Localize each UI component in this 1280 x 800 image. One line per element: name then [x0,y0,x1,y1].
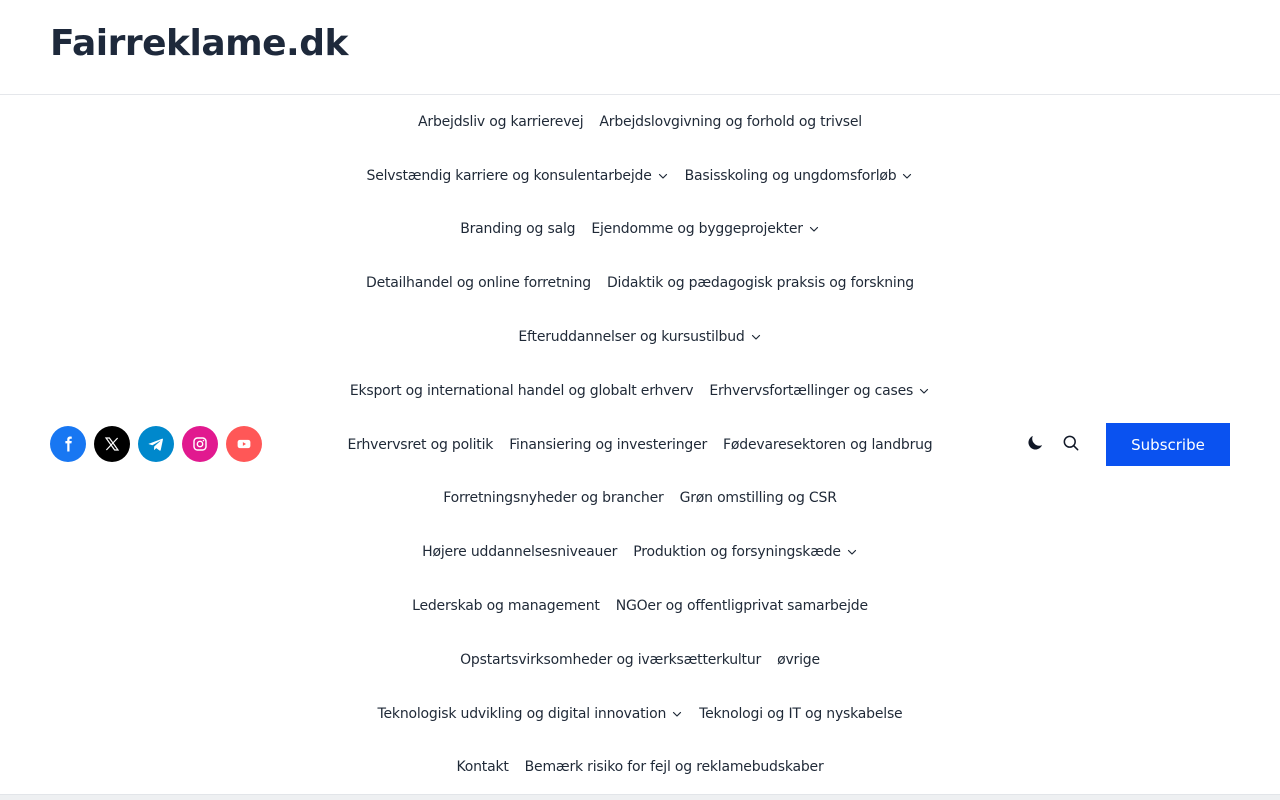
subscribe-button[interactable]: Subscribe [1106,423,1230,466]
nav-item-label: Erhvervsfortællinger og cases [709,382,914,399]
nav-item-label: Lederskab og management [412,598,600,615]
nav-item[interactable] [456,759,508,775]
nav-row [300,364,980,418]
nav-item[interactable] [699,706,902,722]
nav-item[interactable] [350,383,694,399]
nav-row [300,310,980,364]
nav-item[interactable] [367,168,669,184]
nav-item-label: Erhvervsret og politik [347,436,494,453]
chevron-down-icon [750,331,762,343]
nav-item-label: Grøn omstilling og CSR [679,490,837,507]
nav-item-label: Arbejdslovgivning og forhold og trivsel [599,113,862,130]
nav-row [300,203,980,257]
chevron-down-icon [657,170,669,182]
instagram-link[interactable] [182,426,218,462]
nav-item[interactable] [509,437,707,453]
nav-item[interactable] [460,652,761,668]
nav-item[interactable] [680,490,837,506]
nav-row [300,525,980,579]
nav-item-label: Ejendomme og byggeprojekter [591,221,803,238]
nav-item[interactable] [443,490,663,506]
nav-item-label: øvrige [777,651,820,668]
instagram-icon [191,435,209,453]
social-links [50,426,262,462]
nav-item[interactable] [412,598,600,614]
chevron-down-icon [918,385,930,397]
nav-item[interactable] [591,221,819,237]
chevron-down-icon [808,223,820,235]
site-title[interactable]: Fairreklame.dk [50,23,348,64]
nav-item[interactable] [460,221,575,237]
nav-item-label: Bemærk risiko for fejl og reklamebudskaber [524,759,824,776]
primary-navigation [300,95,980,794]
nav-item[interactable] [685,168,914,184]
youtube-link[interactable] [226,426,262,462]
nav-row [300,149,980,203]
search-icon [1061,433,1081,453]
nav-item-label: Efteruddannelser og kursustilbud [518,329,745,346]
nav-item[interactable] [422,544,617,560]
chevron-down-icon [901,170,913,182]
nav-item[interactable] [525,759,824,775]
facebook-icon [59,435,77,453]
x-twitter-link[interactable] [94,426,130,462]
nav-item[interactable] [366,275,591,291]
nav-item[interactable] [709,383,930,399]
nav-item[interactable] [777,652,820,668]
nav-item[interactable] [616,598,868,614]
nav-item-label: Finansiering og investeringer [509,436,708,453]
nav-item-label: Selvstændig karriere og konsulentarbejde [366,167,652,184]
telegram-link[interactable] [138,426,174,462]
header-tools [1024,432,1082,454]
nav-item-label: Højere uddannelsesniveauer [422,544,618,561]
nav-item-label: NGOer og offentligprivat samarbejde [615,598,868,615]
nav-item-label: Basisskoling og ungdomsforløb [684,167,897,184]
content-divider [0,794,1280,800]
facebook-link[interactable] [50,426,86,462]
nav-row [300,579,980,633]
nav-item-label: Detailhandel og online forretning [366,275,591,292]
nav-item[interactable] [723,437,932,453]
nav-item-label: Forretningsnyheder og brancher [443,490,664,507]
nav-item[interactable] [378,706,684,722]
nav-item-label: Kontakt [456,759,509,776]
nav-row [300,633,980,687]
nav-row [300,741,980,795]
search-button[interactable] [1060,432,1082,454]
nav-item[interactable] [607,275,914,291]
nav-row [300,418,980,472]
site-header [0,0,1280,95]
nav-item-label: Teknologisk udvikling og digital innovation [377,705,667,722]
youtube-icon [235,435,253,453]
nav-item-label: Eksport og international handel og globalt erhverv [349,382,694,399]
nav-row [300,687,980,741]
nav-item[interactable] [599,114,862,130]
nav-item[interactable] [518,329,761,345]
nav-item-label: Arbejdsliv og karrierevej [418,113,584,130]
nav-item-label: Fødevaresektoren og landbrug [723,436,933,453]
nav-item-label: Produktion og forsyningskæde [633,544,841,561]
x-twitter-icon [103,435,121,453]
moon-icon [1025,433,1045,453]
nav-item[interactable] [418,114,583,130]
chevron-down-icon [846,546,858,558]
chevron-down-icon [671,708,683,720]
nav-row [300,472,980,526]
nav-row [300,95,980,149]
nav-item[interactable] [633,544,858,560]
telegram-icon [147,435,165,453]
nav-item-label: Teknologi og IT og nyskabelse [699,705,903,722]
nav-item-label: Didaktik og pædagogisk praksis og forskning [606,275,914,292]
dark-mode-toggle[interactable] [1024,432,1046,454]
nav-item-label: Opstartsvirksomheder og iværksætterkultur [460,651,762,668]
nav-row [300,256,980,310]
nav-item[interactable] [348,437,494,453]
nav-item-label: Branding og salg [460,221,576,238]
